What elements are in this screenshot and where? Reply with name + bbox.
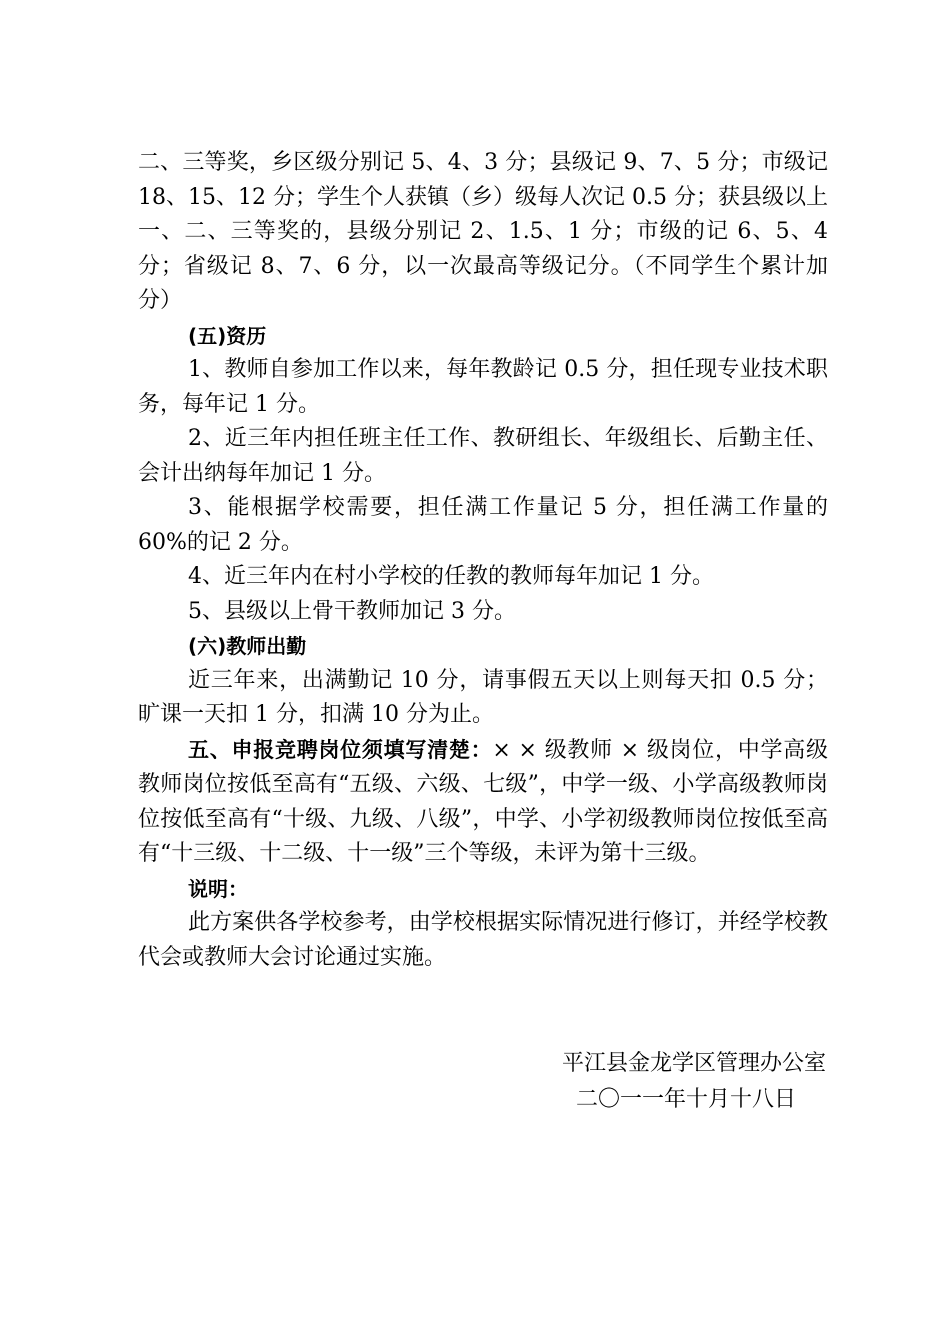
signature-block	[562, 1046, 826, 1118]
signature-date: 二〇一一年十月十八日	[575, 1087, 796, 1112]
note-body: 此方案供各学校参考，由学校根据实际情况进行修订，并经学校教代会或教师大会讨论通过实施。	[138, 910, 828, 970]
section-five-body: × × 级教师 × 级岗位，中学高级教师岗位按低至高有“五级、六级、七级”，中学一级、小学高级教师岗位按低至高有“十级、九级、八级”，中学、小学初级教师岗位按低至高有“十三级、十二级、十一级”三个等级，未评为第十三级。	[138, 737, 828, 866]
item-attendance: 近三年来，出满勤记 10 分，请事假五天以上则每天扣 0.5 分；旷课一天扣 1 分，扣满 10 分为止。	[138, 667, 828, 727]
item-workload: 3、能根据学校需要，担任满工作量记 5 分，担任满工作量的 60%的记 2 分。	[138, 495, 828, 555]
heading-qualifications: (五)资历	[188, 323, 267, 348]
item-teaching-years: 1、教师自参加工作以来，每年教龄记 0.5 分，担任现专业技术职务，每年记 1 分。	[138, 357, 828, 417]
item-village-school: 4、近三年内在村小学校的任教的教师每年加记 1 分。	[188, 564, 714, 589]
section-five-paragraph	[138, 733, 828, 872]
item-class-teacher: 2、近三年内担任班主任工作、教研组长、年级组长、后勤主任、会计出纳每年加记 1 分。	[138, 426, 828, 486]
heading-note: 说明：	[188, 876, 248, 901]
section-five-lead: 五、申报竞聘岗位须填写清楚：	[188, 737, 493, 762]
signature-organization: 平江县金龙学区管理办公室	[561, 1051, 826, 1076]
document-body	[138, 146, 828, 975]
item-key-teacher: 5、县级以上骨干教师加记 3 分。	[188, 598, 516, 624]
paragraph-awards-continued: 二、三等奖，乡区级分别记 5、4、3 分；县级记 9、7、5 分；市级记 18、15、12 分；学生个人获镇（乡）级每人次记 0.5 分；获县级以上一、二、三等奖的，县级分别记 2、1.5、1 分；市级的记 6、5、4 分；省级记 8、7、6 分，以一次最高等级记分。（不同学生个累计加分）	[138, 150, 828, 313]
heading-attendance: (六)教师出勤	[188, 634, 307, 658]
